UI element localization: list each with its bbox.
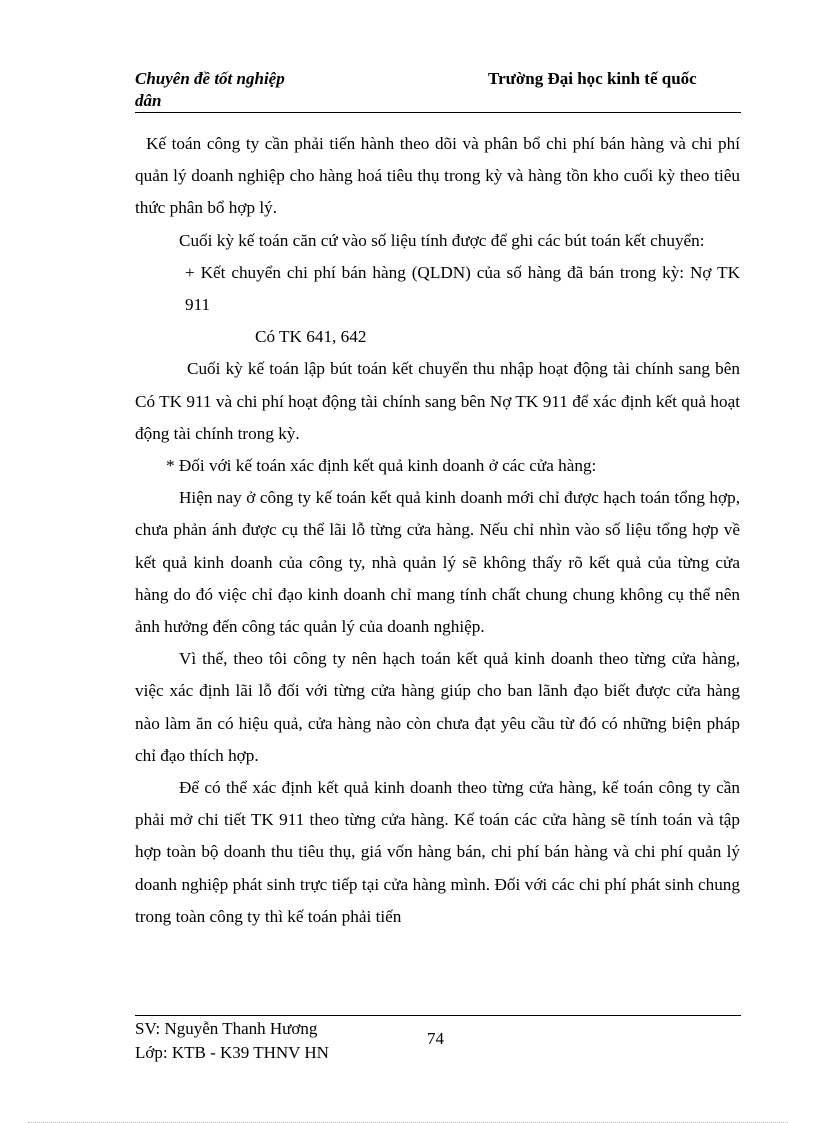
- page-number: 74: [427, 1029, 444, 1048]
- header-divider: [135, 112, 741, 113]
- paragraph-1: Kế toán công ty cần phải tiến hành theo dõi và phân bổ chi phí bán hàng và chi phí quản lý doanh nghiệp cho hàng hoá tiêu thụ trong kỳ và hàng tồn kho cuối kỳ theo tiêu thức phân bổ hợp lý.: [135, 134, 740, 218]
- header-thesis-title-cont: dân: [135, 91, 162, 110]
- footer-divider: [135, 1015, 741, 1016]
- paragraph-3: Cuối kỳ kế toán lập bút toán kết chuyển thu nhập hoạt động tài chính sang bên Có TK 911 và chi phí hoạt động tài chính sang bên Nợ TK 911 để xác định kết quả hoạt động tài chính trong kỳ.: [135, 359, 740, 443]
- header-thesis-title: Chuyên đề tốt nghiệp: [135, 69, 285, 88]
- paragraph-2: Cuối kỳ kế toán căn cứ vào số liệu tính được để ghi các bút toán kết chuyển:: [179, 230, 705, 250]
- header-university: Trường Đại học kinh tế quốc: [488, 69, 697, 88]
- paragraph-entry-debit: + Kết chuyển chi phí bán hàng (QLDN) của số hàng đã bán trong kỳ: Nợ TK 911: [185, 262, 740, 315]
- footer-student-name: SV: Nguyễn Thanh Hương: [135, 1019, 318, 1038]
- paragraph-4: Hiện nay ở công ty kế toán kết quả kinh doanh mới chỉ được hạch toán tổng hợp, chưa phản ánh được cụ thể lãi lỗ từng cửa hàng. Nếu chỉ nhìn vào số liệu tổng hợp về kết quả kinh doanh của công ty, nhà quản lý sẽ không thấy rõ kết quả của từng cửa hàng do đó việc chỉ đạo kinh doanh chỉ mang tính chất chung chung không cụ thể nên ảnh hưởng đến công tác quản lý của doanh nghiệp.: [135, 488, 740, 637]
- footer-class: Lớp: KTB - K39 THNV HN: [135, 1043, 329, 1062]
- page-header: [135, 68, 741, 112]
- paragraph-5: Vì thế, theo tôi công ty nên hạch toán kết quả kinh doanh theo từng cửa hàng, việc xác định lãi lỗ đối với từng cửa hàng giúp cho ban lãnh đạo biết được cửa hàng nào làm ăn có hiệu quả, cửa hàng nào còn chưa đạt yêu cầu từ đó có những biện pháp chỉ đạo thích hợp.: [135, 649, 740, 765]
- section-heading-stores: * Đối với kế toán xác định kết quả kinh doanh ở các cửa hàng:: [166, 456, 597, 476]
- paragraph-entry-credit: Có TK 641, 642: [255, 327, 367, 347]
- paragraph-6: Để có thể xác định kết quả kinh doanh theo từng cửa hàng, kế toán công ty cần phải mở chi tiết TK 911 theo từng cửa hàng. Kế toán các cửa hàng sẽ tính toán và tập hợp toàn bộ doanh thu tiêu thụ, giá vốn hàng bán, chi phí bán hàng và chi phí quản lý doanh nghiệp phát sinh trực tiếp tại cửa hàng mình. Đối với các chi phí phát sinh chung trong toàn công ty thì kế toán phải tiến: [135, 778, 740, 926]
- document-body: [135, 128, 740, 933]
